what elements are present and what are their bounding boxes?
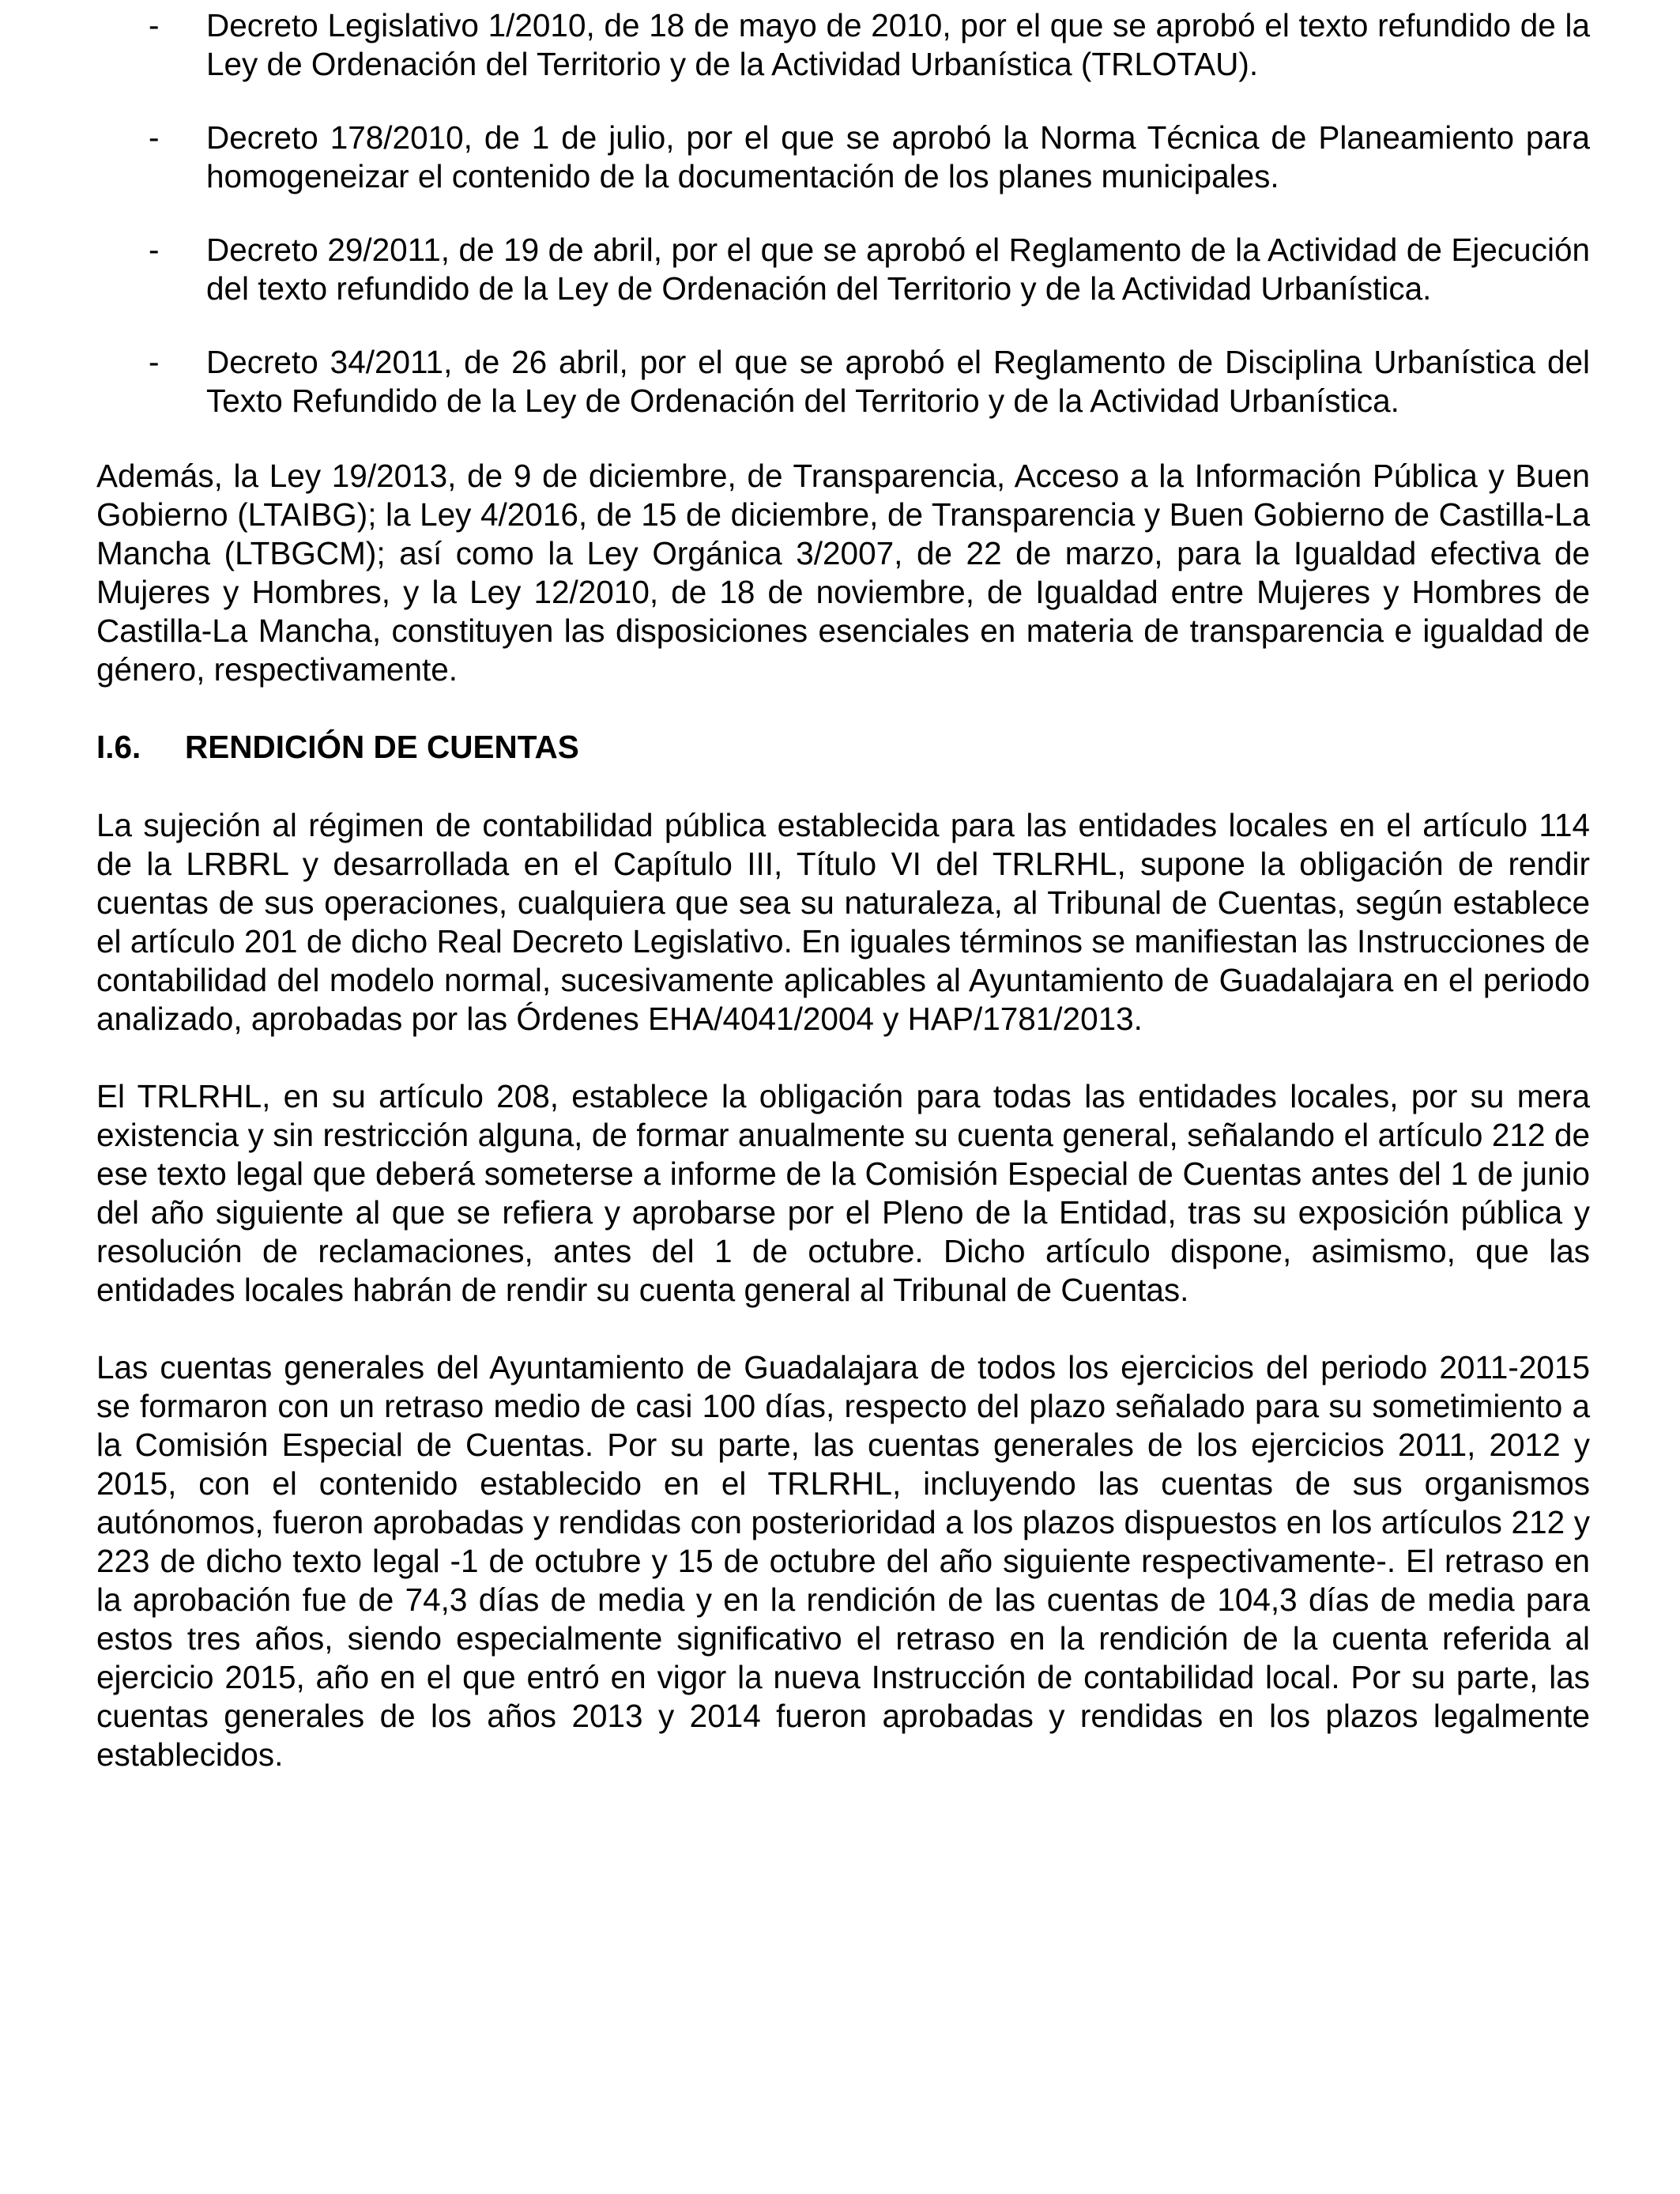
list-bullet-marker: - xyxy=(149,119,160,156)
list-item-text: Decreto 178/2010, de 1 de julio, por el que se aprobó la Norma Técnica de Planeamiento para homogeneizar el contenido de la documentación de los planes municipales. xyxy=(206,119,1590,194)
body-paragraph: La sujeción al régimen de contabilidad pública establecida para las entidades locales en el artículo 114 de la LRBRL y desarrollada en el Capítulo III, Título VI del TRLRHL, supone la obligación de rendir cuentas de sus operaciones, cualquiera que sea su naturaleza, al Tribunal de Cuentas, según establece el artículo 201 de dicho Real Decreto Legislativo. En iguales términos se manifiestan las Instrucciones de contabilidad del modelo normal, sucesivamente aplicables al Ayuntamiento de Guadalajara en el periodo analizado, aprobadas por las Órdenes EHA/4041/2004 y HAP/1781/2013. xyxy=(96,807,1590,1037)
list-item xyxy=(96,343,1590,420)
list-bullet-marker: - xyxy=(149,7,160,43)
list-bullet-marker: - xyxy=(149,344,160,380)
intro-paragraph: Además, la Ley 19/2013, de 9 de diciembre, de Transparencia, Acceso a la Información Pública y Buen Gobierno (LTAIBG); la Ley 4/2016, de 15 de diciembre, de Transparencia y Buen Gobierno de Castilla-La Mancha (LTBGCM); así como la Ley Orgánica 3/2007, de 22 de marzo, para la Igualdad efectiva de Mujeres y Hombres, y la Ley 12/2010, de 18 de noviembre, de Igualdad entre Mujeres y Hombres de Castilla-La Mancha, constituyen las disposiciones esenciales en materia de transparencia e igualdad de género, respectivamente. xyxy=(96,458,1590,688)
decree-list xyxy=(96,6,1590,420)
list-item xyxy=(96,231,1590,308)
body-paragraph: Las cuentas generales del Ayuntamiento de Guadalajara de todos los ejercicios del periodo 2011-2015 se formaron con un retraso medio de casi 100 días, respecto del plazo señalado para su sometimiento a la Comisión Especial de Cuentas. Por su parte, las cuentas generales de los ejercicios 2011, 2012 y 2015, con el contenido establecido en el TRLRHL, incluyendo las cuentas de sus organismos autónomos, fueron aprobadas y rendidas con posterioridad a los plazos dispuestos en los artículos 212 y 223 de dicho texto legal -1 de octubre y 15 de octubre del año siguiente respectivamente-. El retraso en la aprobación fue de 74,3 días de media y en la rendición de las cuentas de 104,3 días de media para estos tres años, siendo especialmente significativo el retraso en la rendición de la cuenta referida al ejercicio 2015, año en el que entró en vigor la nueva Instrucción de contabilidad local. Por su parte, las cuentas generales de los años 2013 y 2014 fueron aprobadas y rendidas en los plazos legalmente establecidos. xyxy=(96,1349,1590,1773)
section-title: RENDICIÓN DE CUENTAS xyxy=(185,729,579,765)
section-number: I.6. xyxy=(96,729,141,765)
list-item xyxy=(96,6,1590,84)
list-bullet-marker: - xyxy=(149,232,160,268)
list-item-text: Decreto 34/2011, de 26 abril, por el que se aprobó el Reglamento de Disciplina Urbanística del Texto Refundido de la Ley de Ordenación del Territorio y de la Actividad Urbanística. xyxy=(206,344,1590,419)
list-item-text: Decreto Legislativo 1/2010, de 18 de mayo de 2010, por el que se aprobó el texto refundido de la Ley de Ordenación del Territorio y de la Actividad Urbanística (TRLOTAU). xyxy=(206,7,1590,82)
list-item xyxy=(96,119,1590,196)
list-item-text: Decreto 29/2011, de 19 de abril, por el que se aprobó el Reglamento de la Actividad de Ejecución del texto refundido de la Ley de Ordenación del Territorio y de la Actividad Urbanística. xyxy=(206,232,1590,307)
body-paragraph: El TRLRHL, en su artículo 208, establece la obligación para todas las entidades locales, por su mera existencia y sin restricción alguna, de formar anualmente su cuenta general, señalando el artículo 212 de ese texto legal que deberá someterse a informe de la Comisión Especial de Cuentas antes del 1 de junio del año siguiente al que se refiera y aprobarse por el Pleno de la Entidad, tras su exposición pública y resolución de reclamaciones, antes del 1 de octubre. Dicho artículo dispone, asimismo, que las entidades locales habrán de rendir su cuenta general al Tribunal de Cuentas. xyxy=(96,1078,1590,1308)
section-heading xyxy=(96,728,1590,767)
page-content xyxy=(96,6,1590,1813)
